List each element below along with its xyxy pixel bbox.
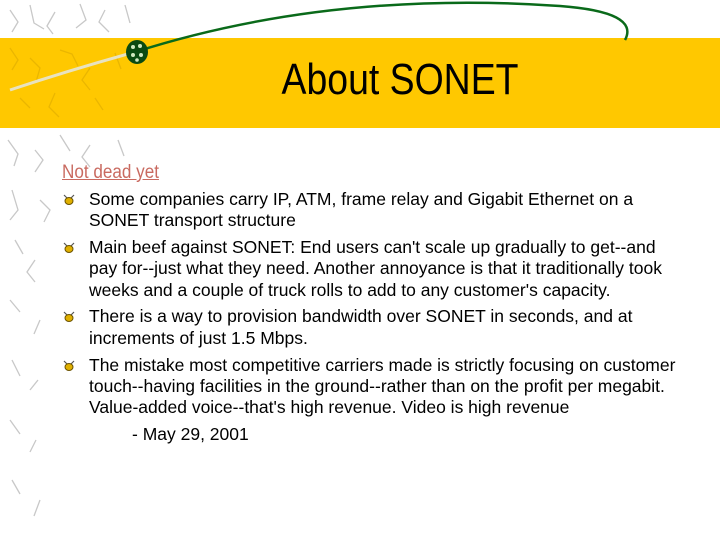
bullet-text: There is a way to provision bandwidth over SONET in seconds, and at increments of just 1.5 Mbps. <box>89 306 633 348</box>
bullet-text: The mistake most competitive carriers made is strictly focusing on customer touch--having facilities in the ground--rather than on the profit per megabit. Value-added voice--that's high revenue. Video is high revenue <box>89 354 676 418</box>
list-item <box>68 237 688 301</box>
bullet-list <box>68 189 688 451</box>
list-item <box>68 355 688 419</box>
bullet-text: Main beef against SONET: End users can't scale up gradually to get--and pay for--just what they need. Another annoyance is that it traditionally took weeks and a couple of truck rolls to add to any customer's capacity. <box>89 237 662 300</box>
bee-bullet-icon <box>62 192 76 206</box>
list-item <box>68 189 688 232</box>
slide-title: About SONET <box>281 55 519 104</box>
attribution: - May 29, 2001 <box>132 423 249 444</box>
list-item <box>68 306 688 349</box>
bee-bullet-icon <box>62 309 76 323</box>
bee-bullet-icon <box>62 240 76 254</box>
slide-subtitle-link[interactable]: Not dead yet <box>62 162 159 183</box>
bullet-text: Some companies carry IP, ATM, frame relay and Gigabit Ethernet on a SONET transport structure <box>89 189 634 231</box>
bee-bullet-icon <box>62 358 76 372</box>
